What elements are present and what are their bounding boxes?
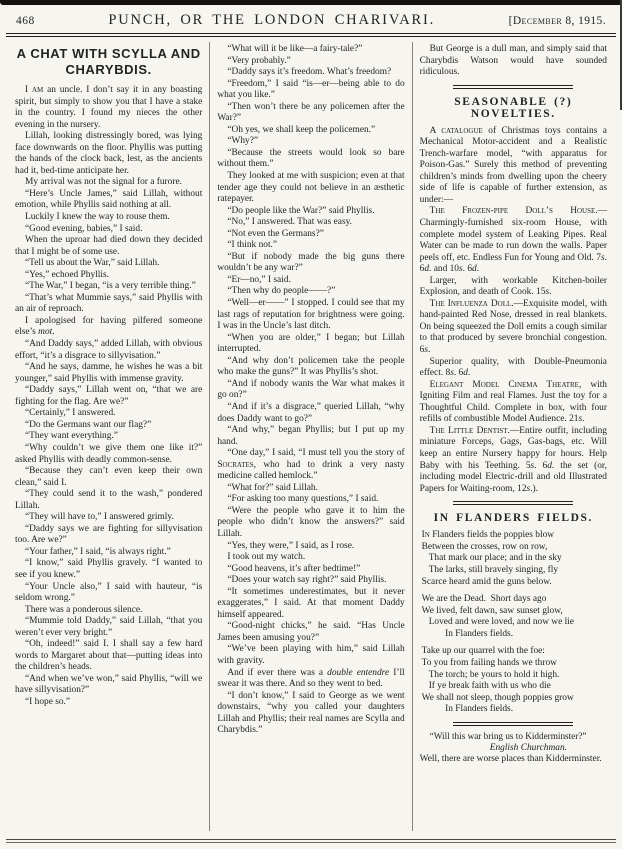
flanders-poem <box>422 530 607 716</box>
paragraph: “That’s what Mummie says,” said Phyllis with an air of reproach. <box>15 292 203 315</box>
paragraph: “Your Uncle also,” I said with hauteur, “is seldom wrong.” <box>15 581 203 604</box>
poem-stanza: We are the Dead. Short days ago We lived, felt dawn, saw sunset glow, Loved and were loved, and now we lie In Flanders fields. <box>421 594 574 639</box>
paragraph: “Does your watch say right?” said Phyllis. <box>227 575 387 586</box>
paragraph: “And why,” began Phyllis; but I put up my hand. <box>217 425 405 447</box>
paragraph: “What will it be like—a fairy-tale?” <box>227 44 363 54</box>
journal-title: PUNCH, OR THE LONDON CHARIVARI. <box>108 12 436 28</box>
bottom-rule <box>6 839 616 843</box>
issue-date: [December 8, 1915. <box>508 15 606 27</box>
paragraph: “Were the people who gave it to him the people who didn’t know the answers?” said Lillah. <box>217 505 405 539</box>
paragraph: “When you are older,” I began; but Lillah interrupted. <box>217 332 405 355</box>
paragraph: “They want everything.” <box>25 431 118 442</box>
paragraph: “We’ve been playing with him,” said Lillah with gravity. <box>217 644 405 666</box>
paragraph: “Good evening, babies,” I said. <box>25 223 143 234</box>
paragraph: “Do people like the War?” said Phyllis. <box>227 205 375 216</box>
column-1 <box>8 42 209 831</box>
column-2 <box>209 42 411 831</box>
paragraph: “The War,” I began, “is a very terrible thing.” <box>25 281 196 292</box>
paragraph: When the uproar had died down they decided that I might be of some use. <box>15 235 203 257</box>
paragraph: Larger, with workable Kitchen-boiler Explosion, and death of Cook. 15s. <box>419 275 607 298</box>
article-title: A CHAT WITH SCYLLA AND CHARYBDIS. <box>16 46 201 77</box>
paragraph: “And if it’s a disgrace,” queried Lillah, “why does Daddy want to go?” <box>217 401 405 424</box>
paragraph: Elegant Model Cinema Theatre, with Igniting Film and real Flames. Just the toy for a Thoughtful Child. Complete in box, with four refills of combustible Model Audience. 21s. <box>419 379 607 425</box>
paragraph: “Because the streets would look so bare without them.” <box>217 147 405 170</box>
paragraph: “Er—no,” I said. <box>227 274 291 285</box>
paragraph: “Oh yes, we shall keep the policemen.” <box>227 124 376 135</box>
paragraph: “And why don’t policemen take the people who make the guns?” It was Phyllis’s shot. <box>217 355 405 378</box>
paragraph: They looked at me with suspicion; even at that tender age they could not believe in an æsthetic ratepayer. <box>217 171 405 205</box>
paragraph: And if ever there was a double entendre I’ll swear it was there. And so they went to bed. <box>217 667 405 690</box>
paragraph: “Tell us about the War,” said Lillah. <box>25 258 160 269</box>
paragraph: “But if nobody made the big guns there wouldn’t be any war?” <box>217 251 405 274</box>
paragraph: “For asking too many questions,” I said. <box>227 494 379 505</box>
paragraph: “Oh, indeed!” said I. I shall say a few hard words to Margaret about that—putting ideas into the children’s heads. <box>15 639 203 673</box>
flanders-title: IN FLANDERS FIELDS. <box>433 512 593 525</box>
paragraph: “Yes,” echoed Phyllis. <box>25 269 109 280</box>
paragraph: “I know,” said Phyllis gravely. “I wanted to see if you knew.” <box>15 558 203 580</box>
paragraph: “Certainly,” I answered. <box>25 408 116 419</box>
paragraph: “Your father,” I said, “is always right.” <box>25 546 171 557</box>
page-number: 468 <box>16 15 35 27</box>
article-body-col1 <box>15 85 202 709</box>
paragraph: I apologised for having pilfered someone else’s mot. <box>15 315 203 338</box>
paragraph: “Daddy says it’s freedom. What’s freedom? <box>227 67 392 78</box>
paragraph: “And if nobody wants the War what makes it go on?” <box>217 378 405 401</box>
quote-attribution: English Churchman. <box>489 742 567 753</box>
paragraph: “Then won’t there be any policemen after the War?” <box>217 101 405 124</box>
section-divider <box>453 501 573 505</box>
columns <box>0 37 622 831</box>
poem-stanza: Take up our quarrel with the foe: To you from failing hands we throw The torch; be yours to hold it high. If ye break faith with us who die We shall not sleep, though poppies grow In Flanders fields. <box>421 646 574 715</box>
paragraph: “Here’s Uncle James,” said Lillah, without emotion, while Phyllis said nothing at all. <box>15 188 203 211</box>
article-body-col2 <box>217 44 404 737</box>
paragraph: “One day,” I said, “I must tell you the story of Socrates, who had to drink a very nasty medicine called hemlock.” <box>217 448 405 482</box>
paragraph: My arrival was not the signal for a furore. <box>25 177 182 188</box>
paragraph: I am an uncle. I don’t say it in any boasting spirit, but simply to show you that I have a stake in the country. I found my nieces the other evening in the nursery. <box>15 85 203 130</box>
paragraph: The Little Dentist.—Entire outfit, including miniature Forceps, Gags, Gas-bags, etc. Will keep an entire Nursery happy for hours. Help Baby with his Teething. 5s. 6d. the set (or, including model Electric-drill and old Illustrated Papers for Waiting-room, 12s.). <box>419 425 607 494</box>
paragraph: “Mummie told Daddy,” said Lillah, “that you weren’t ever very bright.” <box>15 616 203 638</box>
poem-stanza: In Flanders fields the poppies blow Between the crosses, row on row, That mark our place; and in the sky The larks, still bravely singing, fly Scarce heard amid the guns below. <box>421 530 562 587</box>
paragraph: The Influenza Doll.—Exquisite model, with hand-painted Red Nose, dressed in real blankets. On being squeezed the Doll emits a cough similar to that produced by severe bronchial congestion. 6s. <box>419 298 607 356</box>
paragraph: “I hope so.” <box>25 696 71 707</box>
paragraph: “Not even the Germans?” <box>227 228 324 239</box>
paragraph: “Well—er——” I stopped. I could see that my last rags of reputation for brightness were going. I was in the Uncle’s last ditch. <box>217 298 405 332</box>
paragraph: “Why couldn’t we give them one like it?” asked Phyllis with deadly common-sense. <box>15 442 203 465</box>
paragraph: “Do the Germans want our flag?” <box>25 419 152 430</box>
paragraph: A catalogue of Christmas toys contains a Mechanical Motor-accident and a Realistic Trench-warfare model, “with apparatus for Poison-Gas.” Surely this method of preventing children’s minds from dwelling upon the cheery side of life is capable of further extension, as under:— <box>419 125 607 205</box>
paragraph: “And he says, damme, he wishes he was a bit younger,” said Phyllis with immense gravity. <box>15 362 203 384</box>
paragraph: “I think not.” <box>227 240 278 251</box>
masthead <box>0 5 622 33</box>
section-divider <box>453 85 573 89</box>
kidderminster-response: Well, there are worse places than Kidderminster. <box>419 754 602 765</box>
paragraph: “And when we’ve won,” said Phyllis, “will we have sillyvisation?” <box>15 673 203 696</box>
paragraph: “Yes, they were,” I said, as I rose. <box>227 540 355 551</box>
paragraph: “They could send it to the wash,” pondered Lillah. <box>15 489 203 511</box>
paragraph: There was a ponderous silence. <box>25 604 143 615</box>
paragraph: “And Daddy says,” added Lillah, with obvious effort, “it’s a disgrace to sillyvisation.” <box>15 339 203 361</box>
paragraph: “Because they can’t even keep their own clean,” said I. <box>15 466 203 488</box>
paragraph: “Good heavens, it’s after bedtime!” <box>227 563 361 574</box>
paragraph: Lillah, looking distressingly bored, was lying face downwards on the floor. Phyllis was putting the hands of the clock back, lest, as the ancients had it, bed-time anticipate her. <box>15 131 203 176</box>
paragraph: The Frozen-pipe Doll’s House.—Charmingly-furnished six-room House, with complete model system of Leaking Pipes. Real Water can be made to run down the walls. Paper peels off, etc. Endless Fun for Young and Old. 7s. 6d. and 10s. 6d. <box>419 206 607 275</box>
paragraph: “Daddy says we are fighting for sillyvisation too. Are we?” <box>15 523 203 546</box>
novelties-title: SEASONABLE (?) NOVELTIES. <box>454 95 573 120</box>
paragraph: “Freedom,” I said “is—er—being able to do what you like.” <box>217 78 405 101</box>
novelties-body <box>420 126 607 496</box>
paragraph: Luckily I knew the way to rouse them. <box>25 212 170 223</box>
paragraph: “They will have to,” I answered grimly. <box>25 512 174 523</box>
paragraph: “I don’t know,” I said to George as we went downstairs, “why you called your daughters Lillah and Phyllis; their real names are Scylla and Charybdis.” <box>217 690 405 736</box>
paragraph: “No,” I answered. That was easy. <box>227 217 353 228</box>
paragraph: “Daddy says,” Lillah went on, “that we are fighting for the flag. Are we?” <box>15 385 203 407</box>
article-conclusion: But George is a dull man, and simply said that Charybdis Watson would have sounded ridiculous. <box>419 44 607 78</box>
paragraph: “What for?” said Lillah. <box>227 482 318 493</box>
kidderminster-quote: “Will this war bring us to Kidderminster?” <box>429 731 587 742</box>
paragraph: “It sometimes underestimates, but it never exaggerates,” I said. At that moment Daddy himself appeared. <box>217 586 405 620</box>
paragraph: “Then why do people——?” <box>227 286 336 297</box>
paragraph: “Very probably.” <box>227 55 291 66</box>
paragraph: Superior quality, with Double-Pneumonia effect. 8s. 6d. <box>419 356 607 379</box>
section-divider <box>453 722 573 726</box>
paragraph: I took out my watch. <box>227 552 306 563</box>
paragraph: “Good-night chicks,” he said. “Has Uncle James been amusing you?” <box>217 621 405 643</box>
paragraph: “Why?” <box>227 136 259 147</box>
column-3 <box>412 42 614 831</box>
